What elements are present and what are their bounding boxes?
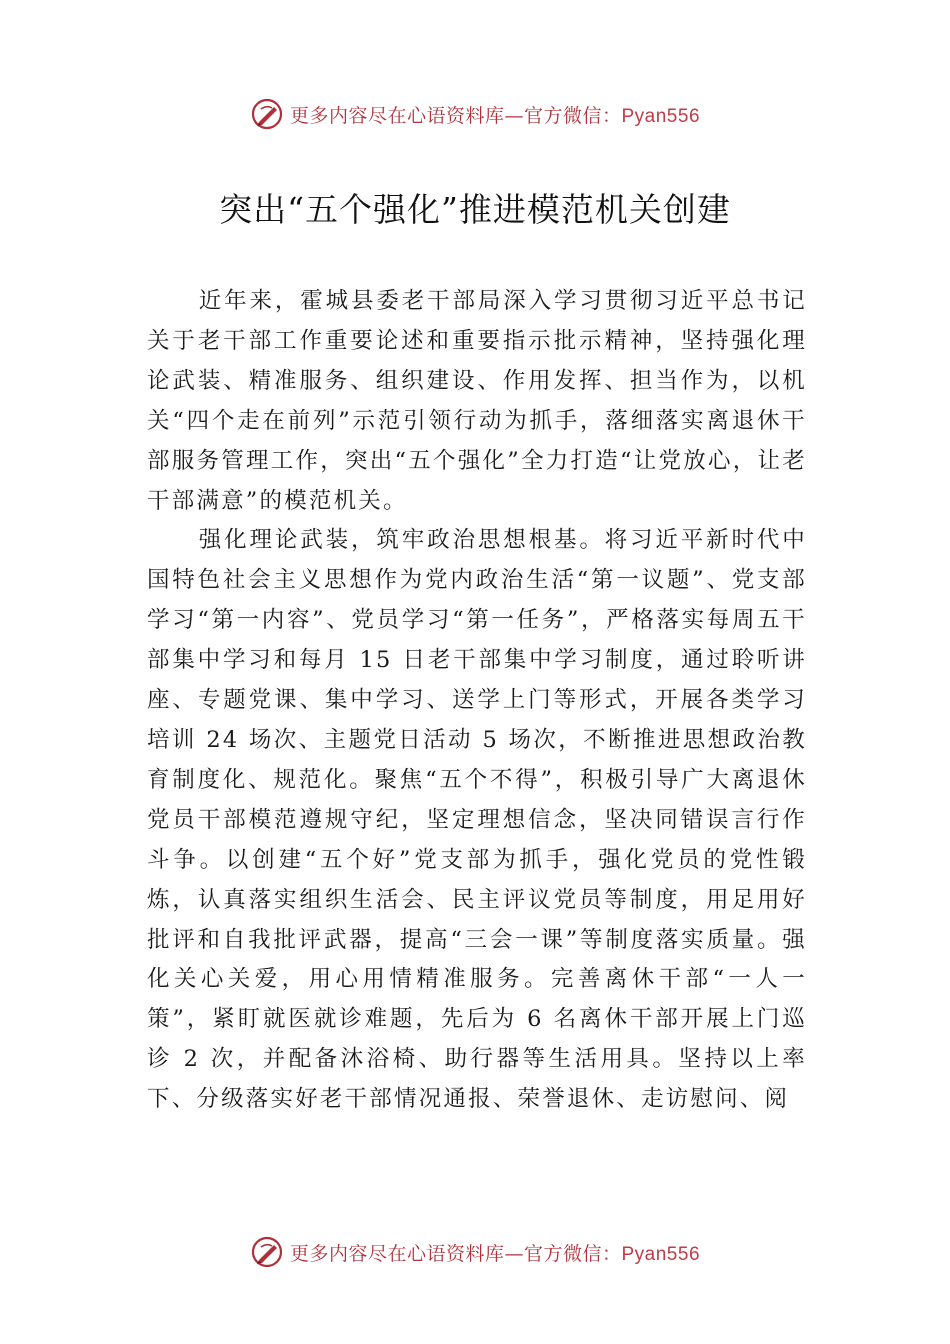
wechat-handle: Pyan556 [621, 1243, 701, 1265]
footer-banner [0, 1232, 950, 1272]
pen-logo-icon [250, 97, 284, 131]
pen-logo-icon [250, 1235, 284, 1269]
document-title: 突出“五个强化”推进模范机关创建 [219, 190, 731, 229]
document-body [147, 282, 807, 1120]
wechat-handle: Pyan556 [621, 105, 701, 127]
banner-text: 更多内容尽在心语资料库—官方微信：Pyan556 [289, 1242, 701, 1265]
banner-text: 更多内容尽在心语资料库—官方微信：Pyan556 [289, 104, 701, 127]
header-banner [0, 94, 950, 134]
paragraph-theory: 强化理论武装，筑牢政治思想根基。将习近平新时代中国特色社会主义思想作为党内政治生活“第一议题”、党支部学习“第一内容”、党员学习“第一任务”，严格落实每周五干部集中学习和每月 15 日老干部集中学习制度，通过聆听讲座、专题党课、集中学习、送学上门等形式，开展各类学习培训 24 场次、主题党日活动 5 场次，不断推进思想政治教育制度化、规范化。聚焦“五个不得”，积极引导广大离退休党员干部模范遵规守纪，坚定理想信念，坚决同错误言行作斗争。以创建“五个好”党支部为抓手，强化党员的党性锻炼，认真落实组织生活会、民主评议党员等制度，用足用好批评和自我批评武器，提高“三会一课”等制度落实质量。强化关心关爱，用心用情精准服务。完善离休干部“一人一策”，紧盯就医就诊难题，先后为 6 名离休干部开展上门巡诊 2 次，并配备沐浴椅、助行器等生活用具。坚持以上率下、分级落实好老干部情况通报、荣誉退休、走访慰问、阅 [147, 527, 807, 1113]
paragraph-intro: 近年来，霍城县委老干部局深入学习贯彻习近平总书记关于老干部工作重要论述和重要指示批示精神，坚持强化理论武装、精准服务、组织建设、作用发挥、担当作为，以机关“四个走在前列”示范引领行动为抓手，落细落实离退休干部服务管理工作，突出“五个强化”全力打造“让党放心，让老干部满意”的模范机关。 [147, 288, 807, 514]
